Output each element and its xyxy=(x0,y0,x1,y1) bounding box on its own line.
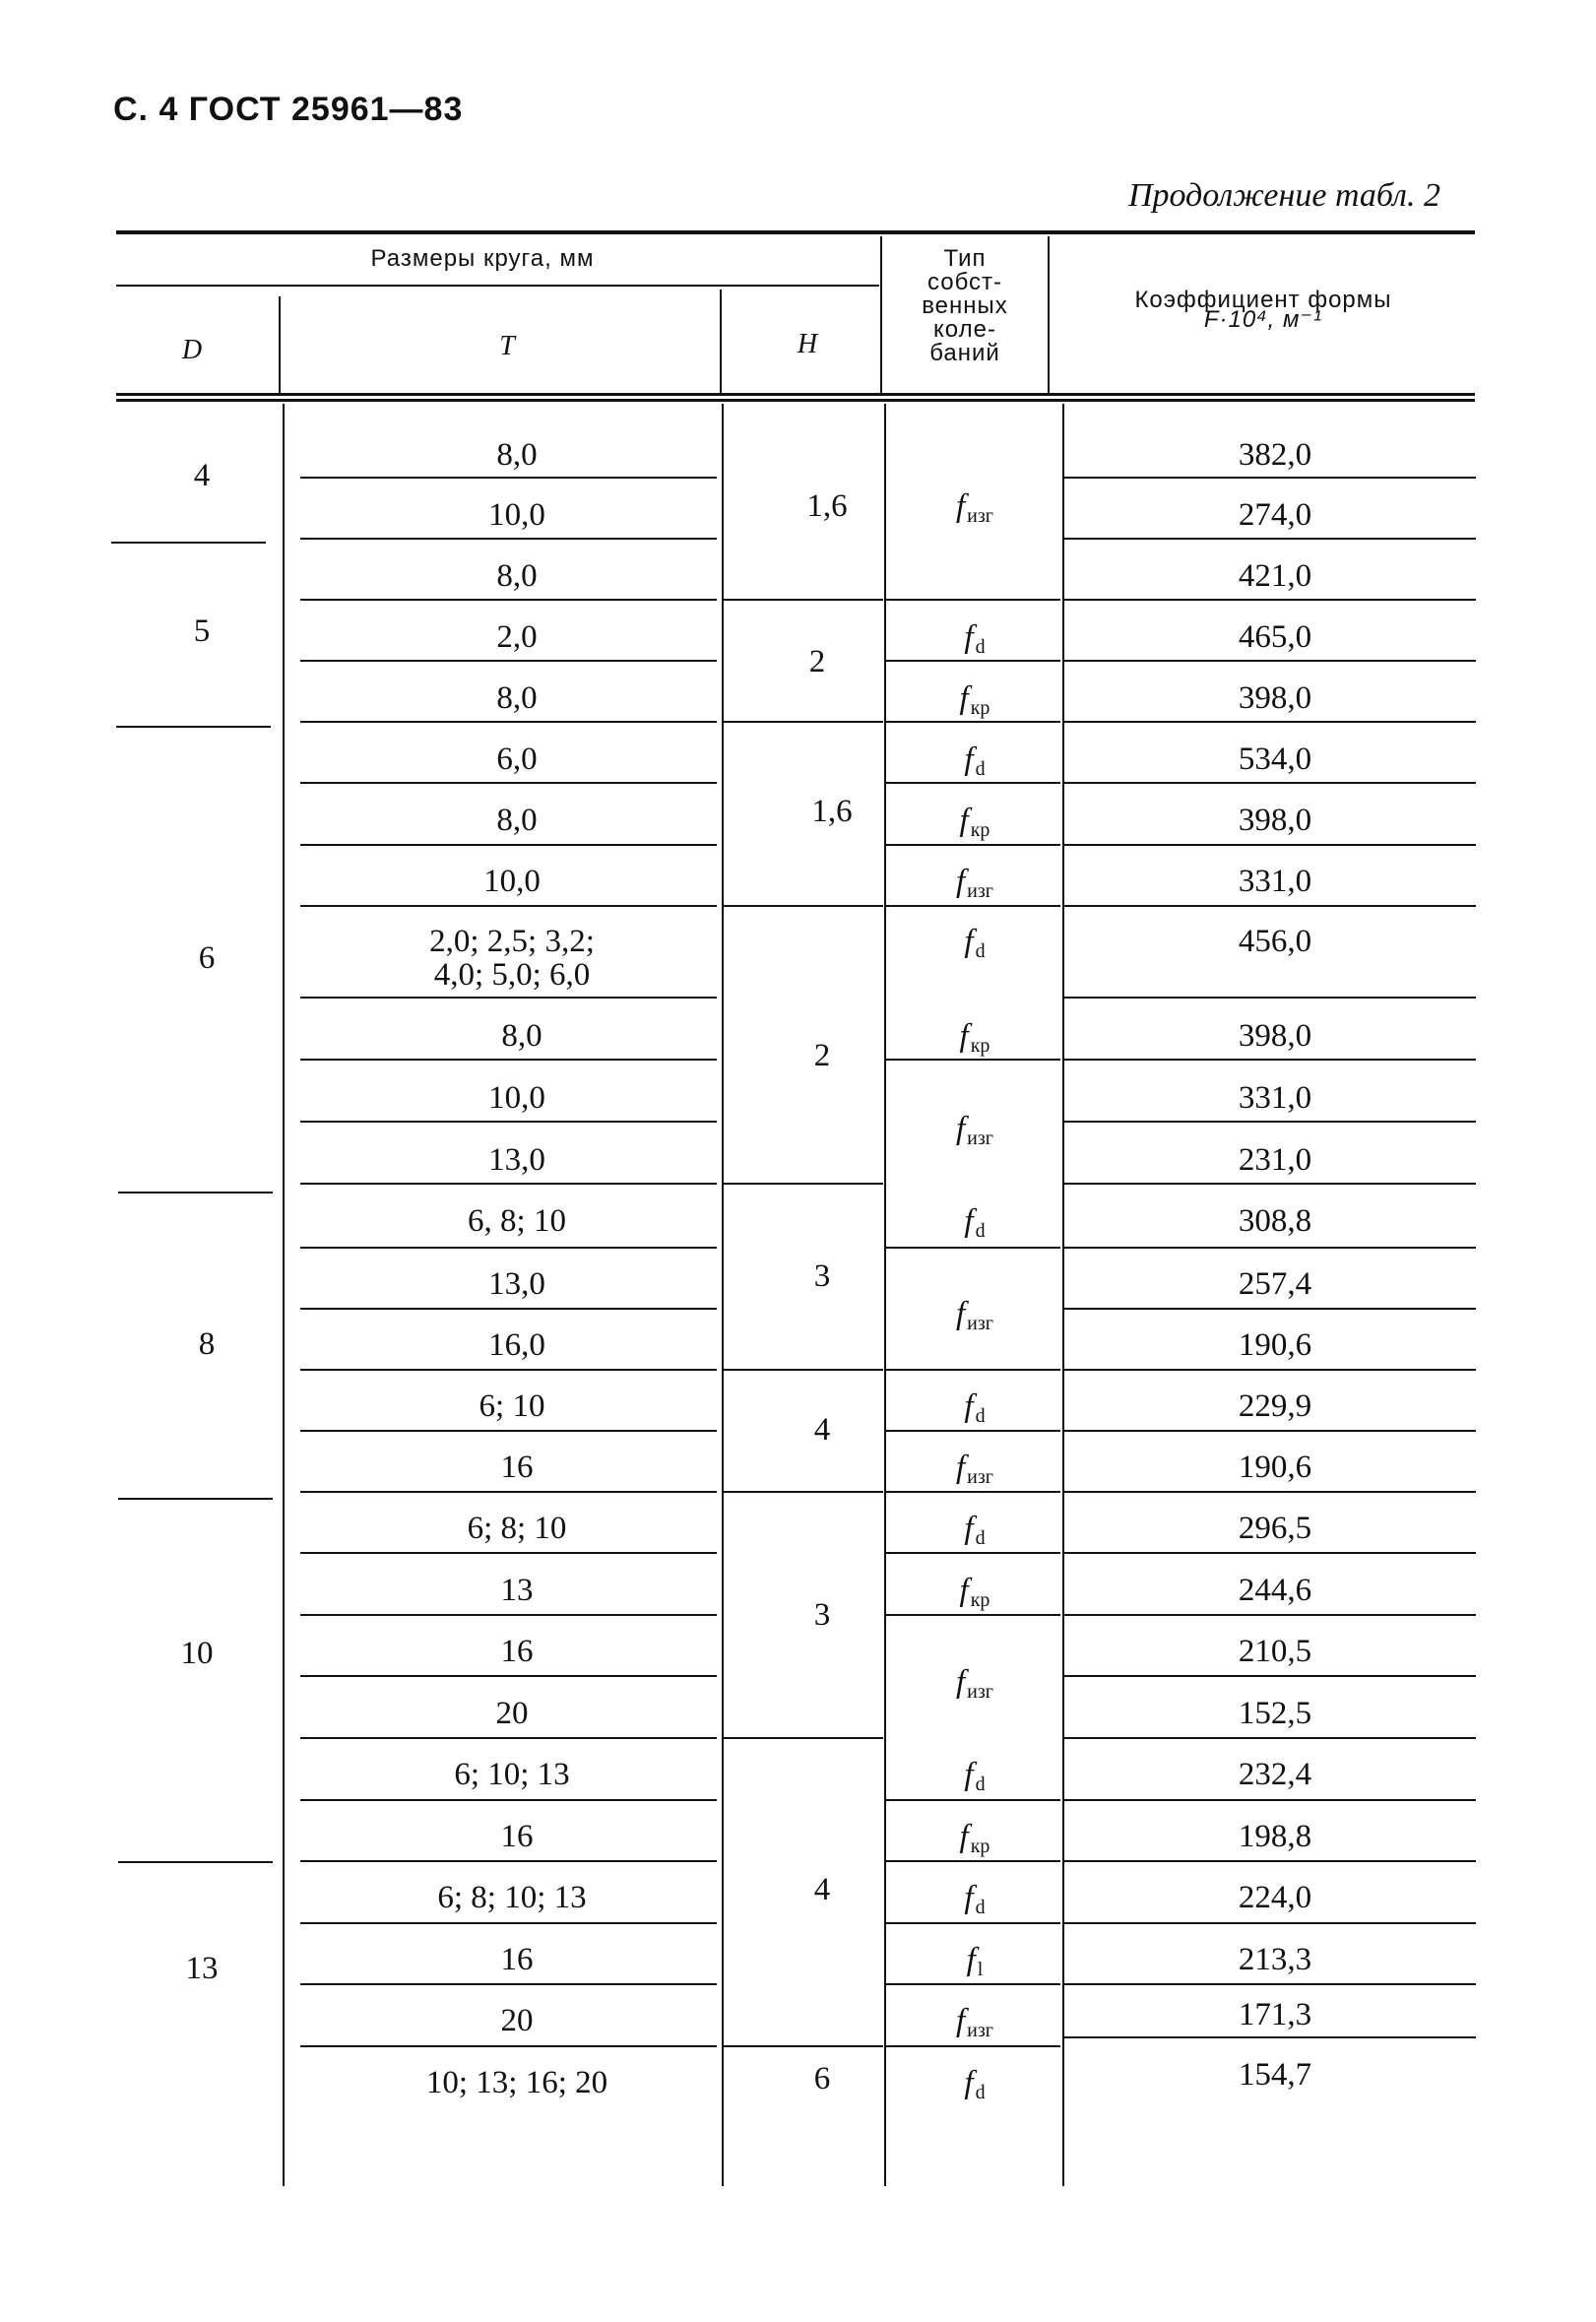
rule xyxy=(1064,1922,1476,1924)
f-cell: 398,0 xyxy=(1238,1018,1312,1054)
t-cell: 8,0 xyxy=(496,680,538,716)
type-sub: изг xyxy=(967,2020,993,2041)
f-cell: 331,0 xyxy=(1238,864,1312,899)
type-sym: f xyxy=(959,803,969,838)
type-sub: изг xyxy=(967,1466,993,1488)
rule xyxy=(300,1247,717,1249)
rule xyxy=(300,1552,717,1554)
rule xyxy=(1064,997,1476,999)
type-sym: f xyxy=(964,2065,974,2100)
t-cell: 16,0 xyxy=(488,1327,545,1363)
type-sub: кр xyxy=(970,697,990,719)
type-cell xyxy=(926,1755,1024,1804)
h-cell: 4 xyxy=(813,1412,831,1448)
rule xyxy=(300,905,717,907)
t-cell: 13 xyxy=(500,1573,534,1608)
rule xyxy=(1064,1491,1476,1493)
rule xyxy=(724,1369,883,1371)
type-cell xyxy=(926,922,1024,971)
type-sym: f xyxy=(956,1296,966,1331)
d-cell: 8 xyxy=(198,1326,216,1362)
rule xyxy=(116,726,271,728)
type-cell xyxy=(926,2001,1024,2050)
rule xyxy=(300,660,717,662)
f-cell: 465,0 xyxy=(1238,619,1312,655)
h-cell: 2 xyxy=(813,1038,831,1073)
rule xyxy=(300,844,717,846)
col-coef xyxy=(1052,289,1475,332)
rule xyxy=(300,1614,717,1616)
type-cell xyxy=(926,678,1024,728)
type-cell xyxy=(926,1387,1024,1436)
rule xyxy=(116,230,1475,234)
rule xyxy=(1064,1059,1476,1061)
table-continuation: Продолжение табл. 2 xyxy=(1127,177,1440,214)
t-cell: 16 xyxy=(500,1819,534,1854)
rule xyxy=(1064,1614,1476,1616)
rule xyxy=(300,721,717,723)
t-cell: 13,0 xyxy=(488,1266,545,1302)
rule xyxy=(300,1983,717,1985)
rule xyxy=(300,1369,717,1371)
type-sub: d xyxy=(975,940,986,962)
rule xyxy=(300,599,717,601)
f-cell: 244,6 xyxy=(1238,1573,1312,1608)
t-cell: 10,0 xyxy=(483,864,541,899)
rule xyxy=(880,236,882,395)
type-sub: изг xyxy=(967,505,993,527)
t-cell: 6; 8; 10; 13 xyxy=(437,1880,587,1915)
col-d: D xyxy=(181,335,203,365)
type-sym: f xyxy=(959,1018,969,1054)
rule xyxy=(116,285,879,287)
h-cell: 1,6 xyxy=(806,488,848,524)
rule xyxy=(116,393,1475,396)
rule xyxy=(724,1491,883,1493)
type-sym: f xyxy=(956,1111,966,1146)
type-cell xyxy=(926,1448,1024,1497)
rule xyxy=(1064,538,1476,540)
rule xyxy=(1064,1552,1476,1554)
type-cell xyxy=(926,1294,1024,1343)
f-cell: 274,0 xyxy=(1238,497,1312,533)
d-cell: 4 xyxy=(193,458,211,493)
f-cell: 308,8 xyxy=(1238,1203,1312,1239)
type-sub: d xyxy=(975,636,986,658)
type-cell xyxy=(926,1509,1024,1558)
type-sym: f xyxy=(964,619,974,655)
type-cell xyxy=(926,1662,1024,1711)
type-sym: f xyxy=(966,1942,976,1977)
rule xyxy=(116,399,1475,402)
t-cell: 8,0 xyxy=(496,437,538,473)
t-cell: 16 xyxy=(500,1450,534,1485)
rule xyxy=(886,1369,1060,1371)
col-coef-line: Коэффициент формы xyxy=(1134,287,1392,313)
rule xyxy=(724,2045,883,2047)
h-cell: 4 xyxy=(813,1872,831,1907)
type-cell xyxy=(926,862,1024,911)
rule xyxy=(1064,1369,1476,1371)
group-caption: Размеры круга, мм xyxy=(370,245,595,272)
rule xyxy=(1064,844,1476,846)
rule xyxy=(300,1860,717,1862)
rule xyxy=(1064,477,1476,479)
rule xyxy=(1064,1983,1476,1985)
type-sym: f xyxy=(964,924,974,959)
type-sub: l xyxy=(977,1959,984,1980)
page-header: С. 4 ГОСТ 25961—83 xyxy=(113,91,464,128)
type-sym: f xyxy=(956,1664,966,1700)
type-sym: f xyxy=(964,742,974,777)
rule xyxy=(1064,1247,1476,1249)
type-sym: f xyxy=(964,1757,974,1792)
type-cell xyxy=(926,1940,1024,1989)
rule xyxy=(300,997,717,999)
type-sub: кр xyxy=(970,1836,990,1857)
rule xyxy=(1064,782,1476,784)
h-cell: 1,6 xyxy=(811,794,853,829)
f-cell: 198,8 xyxy=(1238,1819,1312,1854)
rule xyxy=(300,477,717,479)
type-sym: f xyxy=(959,1573,969,1608)
h-cell: 3 xyxy=(813,1597,831,1633)
rule xyxy=(118,1192,273,1193)
col-t: T xyxy=(499,331,515,361)
h-cell: 2 xyxy=(808,644,826,679)
type-sub: кр xyxy=(970,1589,990,1611)
col-type xyxy=(884,247,1046,365)
type-sub: d xyxy=(975,1774,986,1795)
rule xyxy=(118,1498,273,1500)
rule xyxy=(1064,905,1476,907)
rule xyxy=(1064,1183,1476,1185)
type-cell xyxy=(926,1571,1024,1620)
rule xyxy=(1048,236,1050,395)
col-coef-line: F·10⁴, м⁻¹ xyxy=(1203,306,1323,333)
rule xyxy=(722,404,724,2186)
type-sub: кр xyxy=(970,819,990,841)
t-cell: 10; 13; 16; 20 xyxy=(425,2065,608,2100)
t-cell: 6,0 xyxy=(496,742,538,777)
f-cell: 171,3 xyxy=(1238,1997,1312,2032)
rule xyxy=(118,1861,273,1863)
type-cell xyxy=(926,1016,1024,1065)
type-sub: изг xyxy=(967,1313,993,1334)
type-sym: f xyxy=(964,1511,974,1546)
f-cell: 382,0 xyxy=(1238,437,1312,473)
rule xyxy=(1064,1860,1476,1862)
rule xyxy=(724,721,883,723)
col-type-line: венных xyxy=(922,292,1008,319)
type-sub: изг xyxy=(967,1128,993,1149)
rule xyxy=(111,542,266,544)
rule xyxy=(1064,2036,1476,2038)
type-sym: f xyxy=(956,1450,966,1485)
f-cell: 210,5 xyxy=(1238,1634,1312,1669)
t-cell: 2,0; 2,5; 3,2; xyxy=(429,924,595,959)
h-cell: 3 xyxy=(813,1258,831,1294)
f-cell: 232,4 xyxy=(1238,1757,1312,1792)
f-cell: 456,0 xyxy=(1238,924,1312,959)
rule xyxy=(279,296,281,395)
t-cell: 16 xyxy=(500,1634,534,1669)
rule xyxy=(300,1059,717,1061)
t-cell: 10,0 xyxy=(488,497,545,533)
h-cell: 6 xyxy=(813,2061,831,2096)
t-cell: 6; 10; 13 xyxy=(454,1757,570,1792)
f-cell: 231,0 xyxy=(1238,1142,1312,1178)
rule xyxy=(300,1737,717,1739)
type-sub: d xyxy=(975,1897,986,1918)
type-sub: изг xyxy=(967,880,993,902)
type-cell xyxy=(926,2063,1024,2112)
t-cell: 8,0 xyxy=(496,558,538,594)
rule xyxy=(1062,404,1064,2186)
type-cell xyxy=(926,1201,1024,1251)
rule xyxy=(300,1491,717,1493)
f-cell: 190,6 xyxy=(1238,1327,1312,1363)
rule xyxy=(283,404,285,2186)
type-cell xyxy=(926,1817,1024,1866)
type-sym: f xyxy=(964,1203,974,1239)
f-cell: 534,0 xyxy=(1238,742,1312,777)
type-sym: f xyxy=(959,680,969,716)
t-cell: 10,0 xyxy=(488,1080,545,1116)
d-cell: 10 xyxy=(180,1636,214,1671)
f-cell: 398,0 xyxy=(1238,680,1312,716)
rule xyxy=(1064,1799,1476,1801)
t-cell: 4,0; 5,0; 6,0 xyxy=(433,957,591,993)
rule xyxy=(724,1183,883,1185)
t-cell: 20 xyxy=(500,2003,534,2038)
t-cell: 6; 8; 10 xyxy=(467,1511,567,1546)
rule xyxy=(1064,1737,1476,1739)
col-type-line: Тип xyxy=(943,245,987,272)
rule xyxy=(300,1675,717,1677)
type-cell xyxy=(926,617,1024,667)
f-cell: 152,5 xyxy=(1238,1696,1312,1731)
t-cell: 6, 8; 10 xyxy=(468,1203,566,1239)
rule xyxy=(300,782,717,784)
d-cell: 6 xyxy=(198,940,216,976)
rule xyxy=(1064,1675,1476,1677)
f-cell: 257,4 xyxy=(1238,1266,1312,1302)
f-cell: 331,0 xyxy=(1238,1080,1312,1116)
t-cell: 8,0 xyxy=(496,803,538,838)
rule xyxy=(724,1737,883,1739)
rule xyxy=(1064,1121,1476,1123)
t-cell: 8,0 xyxy=(501,1018,543,1054)
type-cell xyxy=(926,740,1024,789)
t-cell: 6; 10 xyxy=(479,1388,545,1424)
f-cell: 190,6 xyxy=(1238,1450,1312,1485)
type-sym: f xyxy=(956,488,966,524)
f-cell: 224,0 xyxy=(1238,1880,1312,1915)
type-sym: f xyxy=(959,1819,969,1854)
rule xyxy=(724,599,883,601)
type-sym: f xyxy=(964,1388,974,1424)
rule xyxy=(724,905,883,907)
rule xyxy=(1064,660,1476,662)
type-cell xyxy=(926,486,1024,536)
f-cell: 421,0 xyxy=(1238,558,1312,594)
t-cell: 20 xyxy=(495,1696,529,1731)
type-cell xyxy=(926,1109,1024,1158)
rule xyxy=(300,1308,717,1310)
col-h: H xyxy=(797,329,818,359)
rule xyxy=(300,2045,717,2047)
t-cell: 16 xyxy=(500,1942,534,1977)
rule xyxy=(300,1183,717,1185)
rule xyxy=(300,1799,717,1801)
type-cell xyxy=(926,1878,1024,1927)
f-cell: 296,5 xyxy=(1238,1511,1312,1546)
type-sub: d xyxy=(975,758,986,780)
type-sym: f xyxy=(964,1880,974,1915)
d-cell: 13 xyxy=(185,1951,219,1986)
type-sub: d xyxy=(975,2082,986,2103)
rule xyxy=(1064,1430,1476,1432)
rule xyxy=(1064,599,1476,601)
f-cell: 154,7 xyxy=(1238,2057,1312,2093)
rule xyxy=(1064,721,1476,723)
f-cell: 213,3 xyxy=(1238,1942,1312,1977)
f-cell: 398,0 xyxy=(1238,803,1312,838)
f-cell: 229,9 xyxy=(1238,1388,1312,1424)
rule xyxy=(300,538,717,540)
rule xyxy=(720,290,722,395)
rule xyxy=(886,599,1060,601)
type-cell xyxy=(926,801,1024,850)
type-sub: изг xyxy=(967,1681,993,1703)
type-sub: кр xyxy=(970,1035,990,1057)
rule xyxy=(300,1121,717,1123)
type-sym: f xyxy=(956,864,966,899)
rule xyxy=(300,1922,717,1924)
col-type-line: собст- xyxy=(926,269,1003,295)
d-cell: 5 xyxy=(193,613,211,649)
t-cell: 2,0 xyxy=(496,619,538,655)
type-sub: d xyxy=(975,1220,986,1242)
rule xyxy=(884,404,886,2186)
type-sub: d xyxy=(975,1527,986,1549)
col-type-line: коле- xyxy=(933,316,996,343)
t-cell: 13,0 xyxy=(488,1142,545,1178)
col-type-line: баний xyxy=(929,340,1000,366)
type-sym: f xyxy=(956,2003,966,2038)
rule xyxy=(1064,1308,1476,1310)
rule xyxy=(300,1430,717,1432)
type-sub: d xyxy=(975,1405,986,1427)
